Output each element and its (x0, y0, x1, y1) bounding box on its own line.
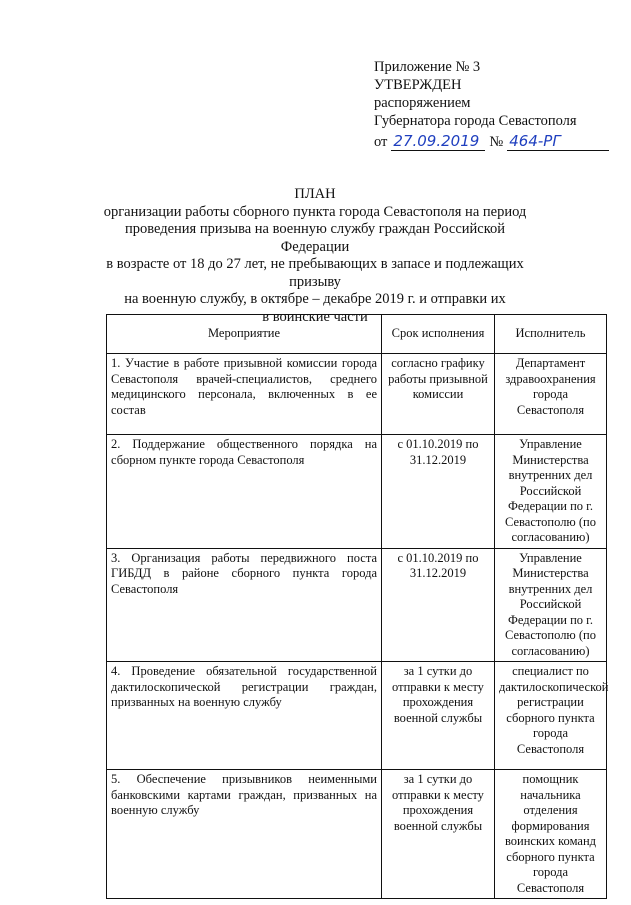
title-line: на военную службу, в октябре – декабре 2019 г. и отправки их (124, 291, 506, 307)
column-header-term: Срок исполнения (382, 315, 495, 354)
title-line: организации работы сборного пункта города Севастополя на период (103, 203, 527, 220)
event-cell: 4. Проведение обязательной государственной дактилоскопической регистрации граждан, призванных на военную службу (107, 662, 382, 770)
event-cell: 3. Организация работы передвижного поста ГИБДД в районе сборного пункта города Севастополя (107, 548, 382, 662)
executor-cell: Управление Министерства внутренних дел Российской Федерации по г. Севастополю (по согласованию) (495, 435, 607, 549)
table-row (107, 770, 607, 899)
term-cell: с 01.10.2019 по 31.12.2019 (382, 435, 495, 549)
table-row (107, 435, 607, 549)
event-cell: 2. Поддержание общественного порядка на сборном пункте города Севастополя (107, 435, 382, 549)
event-cell: 5. Обеспечение призывников неименными банковскими картами граждан, призванных на военную службу (107, 770, 382, 899)
plan-table (106, 314, 607, 899)
handwritten-date: 27.09.2019 (391, 132, 485, 151)
table-row (107, 354, 607, 435)
event-cell: 1. Участие в работе призывной комиссии города Севастополя врачей-специалистов, среднего медицинского персонала, включенных в ее состав (107, 354, 382, 435)
column-header-event: Мероприятие (107, 315, 382, 354)
approval-block (374, 58, 614, 151)
executor-cell: помощник начальника отделения формирования воинских команд сборного пункта города Севастополя (495, 770, 607, 899)
approved-label: УТВЕРЖДЕН (374, 77, 462, 93)
executor-cell: Управление Министерства внутренних дел Российской Федерации по г. Севастополю (по согласованию) (495, 548, 607, 662)
date-number-line (374, 132, 614, 151)
title-line: в воинские части (262, 308, 368, 325)
appendix-label: Приложение № 3 (374, 59, 481, 75)
table-row (107, 662, 607, 770)
date-prefix: от (374, 134, 388, 150)
title-line: проведения призыва на военную службу граждан Российской Федерации (124, 221, 506, 255)
column-header-executor: Исполнитель (495, 315, 607, 354)
term-cell: за 1 сутки до отправки к месту прохождения военной службы (382, 662, 495, 770)
table-header-row (107, 315, 607, 354)
executor-cell: специалист по дактилоскопической регистрации сборного пункта города Севастополя (495, 662, 607, 770)
table-row (107, 548, 607, 662)
plan-heading: ПЛАН (294, 186, 336, 202)
term-cell: с 01.10.2019 по 31.12.2019 (382, 548, 495, 662)
term-cell: за 1 сутки до отправки к месту прохождения военной службы (382, 770, 495, 899)
signer-label: Губернатора города Севастополя (374, 113, 577, 129)
handwritten-number: 464-РГ (507, 132, 609, 151)
title-line: в возрасте от 18 до 27 лет, не пребывающих в запасе и подлежащих призыву (106, 256, 524, 290)
number-prefix: № (489, 134, 504, 150)
plan-title-block (100, 186, 530, 326)
term-cell: согласно графику работы призывной комиссии (382, 354, 495, 435)
order-type-label: распоряжением (374, 95, 471, 111)
executor-cell: Департамент здравоохранения города Севастополя (495, 354, 607, 435)
